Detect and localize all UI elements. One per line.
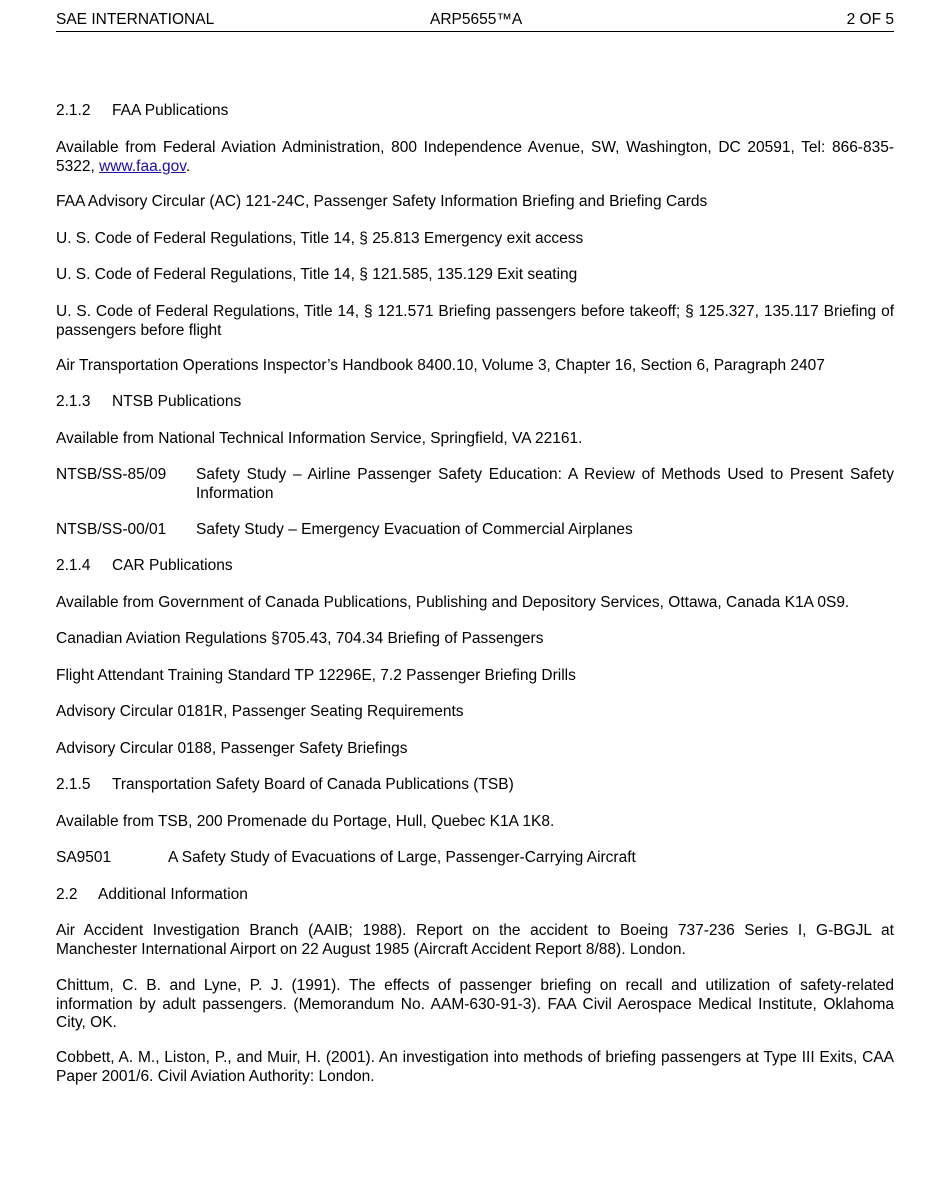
reference-description: Safety Study – Airline Passenger Safety Education: A Review of Methods Used to Present Safety Information bbox=[196, 466, 894, 502]
section-number: 2.1.3 bbox=[56, 393, 91, 410]
reference-item: Flight Attendant Training Standard TP 12296E, 7.2 Passenger Briefing Drills bbox=[56, 667, 576, 684]
section-title: FAA Publications bbox=[112, 102, 229, 119]
ntsb-availability: Available from National Technical Information Service, Springfield, VA 22161. bbox=[56, 430, 583, 447]
faa-availability-text: Available from Federal Aviation Administration, 800 Independence Avenue, SW, Washington, DC 20591, Tel: 866-835-5322, bbox=[56, 139, 894, 175]
faa-availability-end: . bbox=[185, 157, 191, 175]
section-heading-2-2 bbox=[56, 886, 248, 905]
reference-item: U. S. Code of Federal Regulations, Title 14, § 121.571 Briefing passengers before takeoff; § 125.327, 135.117 Briefing of passengers before flight bbox=[56, 303, 894, 339]
reference-item: Advisory Circular 0181R, Passenger Seating Requirements bbox=[56, 703, 464, 720]
tsb-availability: Available from TSB, 200 Promenade du Portage, Hull, Quebec K1A 1K8. bbox=[56, 813, 555, 830]
section-heading-2-1-5 bbox=[56, 776, 514, 795]
section-title: CAR Publications bbox=[112, 557, 233, 574]
section-heading-2-1-2 bbox=[56, 102, 228, 121]
reference-code: NTSB/SS-00/01 bbox=[56, 521, 167, 538]
reference-item: Canadian Aviation Regulations §705.43, 704.34 Briefing of Passengers bbox=[56, 630, 544, 647]
page-header bbox=[56, 10, 894, 32]
section-number: 2.2 bbox=[56, 886, 78, 903]
section-title: NTSB Publications bbox=[112, 393, 242, 410]
bibliography-entry: Chittum, C. B. and Lyne, P. J. (1991). The effects of passenger briefing on recall and utilization of safety-related information by adult passengers. (Memorandum No. AAM-630-91-3). FAA Civil Aerospace Medical Institute, Oklahoma City, OK. bbox=[56, 977, 894, 1031]
bibliography-entry: Cobbett, A. M., Liston, P., and Muir, H. (2001). An investigation into methods of briefing passengers at Type III Exits, CAA Paper 2001/6. Civil Aviation Authority: London. bbox=[56, 1049, 894, 1085]
car-availability: Available from Government of Canada Publications, Publishing and Depository Services, Ottawa, Canada K1A 0S9. bbox=[56, 594, 850, 611]
reference-item: U. S. Code of Federal Regulations, Title 14, § 121.585, 135.129 Exit seating bbox=[56, 266, 578, 283]
reference-description: A Safety Study of Evacuations of Large, Passenger-Carrying Aircraft bbox=[168, 849, 636, 866]
section-title: Additional Information bbox=[98, 886, 248, 903]
header-page-number: 2 OF 5 bbox=[846, 11, 894, 28]
faa-availability bbox=[56, 139, 894, 176]
section-heading-2-1-3 bbox=[56, 393, 241, 412]
reference-item: Advisory Circular 0188, Passenger Safety Briefings bbox=[56, 740, 408, 757]
reference-code: NTSB/SS-85/09 bbox=[56, 466, 167, 483]
reference-description: Safety Study – Emergency Evacuation of Commercial Airplanes bbox=[196, 521, 633, 538]
reference-entry bbox=[56, 521, 894, 540]
faa-website-link[interactable]: www.faa.gov bbox=[99, 157, 186, 175]
header-document-id: ARP5655™A bbox=[430, 11, 523, 28]
section-number: 2.1.5 bbox=[56, 776, 91, 793]
reference-entry bbox=[56, 466, 894, 504]
reference-item: U. S. Code of Federal Regulations, Title 14, § 25.813 Emergency exit access bbox=[56, 230, 584, 247]
section-number: 2.1.2 bbox=[56, 102, 91, 119]
header-organization: SAE INTERNATIONAL bbox=[56, 11, 215, 28]
bibliography-entry: Air Accident Investigation Branch (AAIB; 1988). Report on the accident to Boeing 737-236 Series I, G-BGJL at Manchester International Airport on 22 August 1985 (Aircraft Accident Report 8/88). London. bbox=[56, 922, 894, 958]
section-number: 2.1.4 bbox=[56, 557, 91, 574]
section-heading-2-1-4 bbox=[56, 557, 233, 576]
section-title: Transportation Safety Board of Canada Publications (TSB) bbox=[112, 776, 514, 793]
reference-item: Air Transportation Operations Inspector’s Handbook 8400.10, Volume 3, Chapter 16, Section 6, Paragraph 2407 bbox=[56, 357, 825, 374]
reference-item: FAA Advisory Circular (AC) 121-24C, Passenger Safety Information Briefing and Briefing Cards bbox=[56, 193, 708, 210]
reference-entry bbox=[56, 849, 894, 868]
reference-code: SA9501 bbox=[56, 849, 112, 866]
